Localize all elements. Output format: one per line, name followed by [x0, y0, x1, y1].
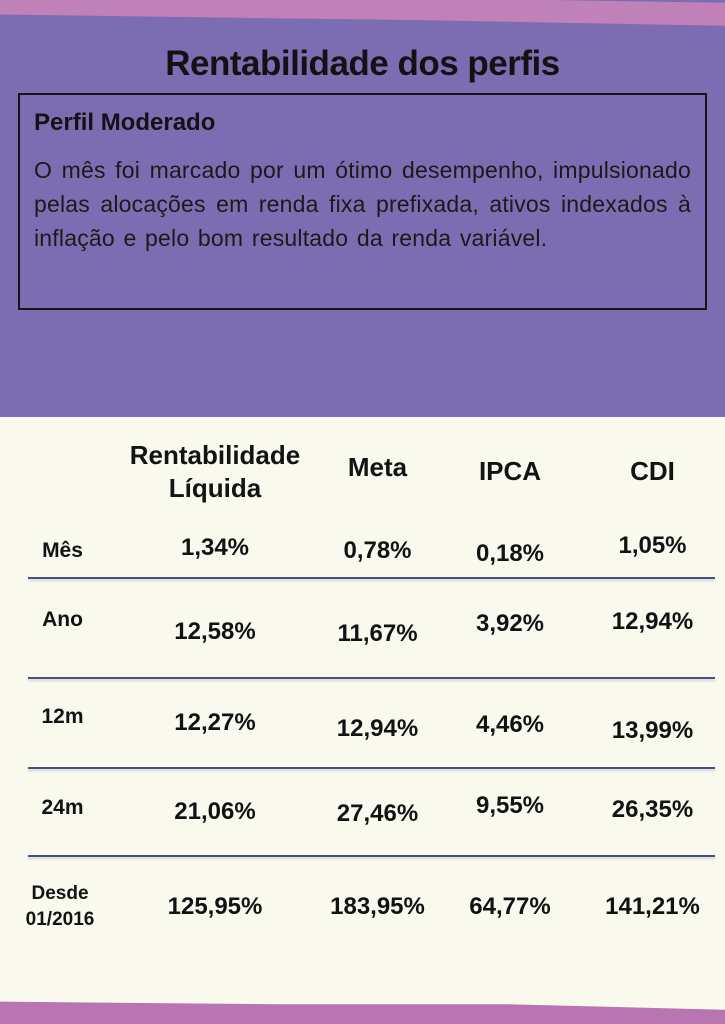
profile-heading: Perfil Moderado [34, 109, 216, 136]
cell-value: 26,35% [611, 796, 694, 823]
top-wave-decoration [0, 0, 725, 28]
cell-value: 21,06% [174, 798, 256, 825]
col-header-empty [15, 439, 110, 525]
cell-value: 1,05% [618, 532, 687, 559]
table-row-mes [0, 525, 725, 577]
cell-value: 9,55% [475, 792, 545, 819]
profile-box [18, 93, 707, 310]
row-label: Desde 01/2016 [25, 883, 95, 930]
cell-value: 11,67% [337, 620, 418, 647]
table-row-24m [0, 769, 725, 855]
purple-header-band [0, 0, 725, 417]
cell-value: 1,34% [180, 534, 250, 561]
cell-value: 141,21% [605, 893, 700, 920]
cell-value: 12,94% [336, 715, 419, 742]
cell-value: 12,27% [174, 709, 256, 736]
table-row-12m [0, 679, 725, 767]
row-label: 24m [41, 796, 84, 819]
cell-value: 0,18% [475, 540, 545, 567]
row-label: Ano [42, 608, 83, 631]
cell-value: 13,99% [611, 717, 694, 744]
cell-value: 183,95% [330, 893, 425, 920]
cell-value: 64,77% [469, 893, 551, 920]
cell-value: 0,78% [343, 537, 412, 564]
col-header-ipca: IPCA [478, 456, 542, 486]
row-label: Mês [42, 539, 83, 562]
cell-value: 4,46% [475, 711, 545, 738]
col-header-rentabilidade-liquida: Rentabilidade Líquida [129, 440, 301, 503]
table-row-desde-01-2016 [0, 857, 725, 957]
profile-description: O mês foi marcado por um ótimo desempenho, impulsionado pelas alocações em renda fixa prefixada, ativos indexados à inflação e pelo bom resultado da renda variável. [34, 157, 691, 251]
table-header-row [0, 439, 725, 525]
table-row-ano [0, 579, 725, 677]
cell-value: 3,92% [475, 610, 545, 637]
page-title: Rentabilidade dos perfis [165, 44, 560, 83]
col-header-meta: Meta [347, 452, 408, 482]
row-label: 12m [41, 705, 84, 728]
cell-value: 12,94% [611, 608, 694, 635]
cell-value: 125,95% [167, 893, 263, 920]
performance-table [0, 417, 725, 1024]
col-header-cdi: CDI [630, 456, 675, 486]
cell-value: 12,58% [174, 618, 256, 645]
cell-value: 27,46% [336, 800, 419, 827]
